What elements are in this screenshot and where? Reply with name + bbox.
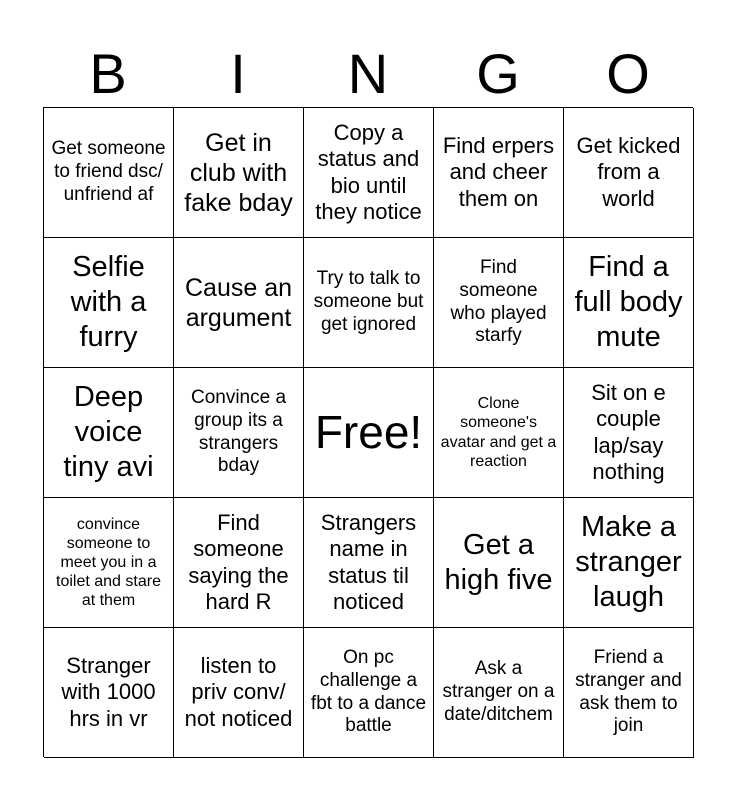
bingo-cell-r1c5[interactable] [564, 108, 694, 238]
bingo-cell-r1c4[interactable] [434, 108, 564, 238]
bingo-cell-r4c3[interactable] [304, 498, 434, 628]
bingo-cell-r2c1[interactable] [44, 238, 174, 368]
header-letter-o: O [606, 42, 650, 105]
bingo-cell-r5c5[interactable] [564, 628, 694, 758]
bingo-cell-r3c2[interactable] [174, 368, 304, 498]
cell-label: Strangers name in status til noticed [320, 509, 417, 614]
bingo-cell-r1c1[interactable] [44, 108, 174, 238]
bingo-cell-r5c4[interactable] [434, 628, 564, 758]
cell-label: Cause an argument [184, 273, 293, 332]
bingo-cell-r5c3[interactable] [304, 628, 434, 758]
cell-label: Find a full body mute [574, 251, 683, 353]
bingo-cell-r1c2[interactable] [174, 108, 304, 238]
bingo-cell-r2c2[interactable] [174, 238, 304, 368]
bingo-cell-r3c4[interactable] [434, 368, 564, 498]
cell-label: convince someone to meet you in a toilet and stare at them [56, 515, 161, 610]
cell-label: Try to talk to someone but get ignored [313, 268, 424, 335]
header-letter-b: B [89, 42, 127, 105]
cell-label: Find someone saying the hard R [188, 509, 289, 614]
bingo-cell-r5c1[interactable] [44, 628, 174, 758]
bingo-cell-r3c1[interactable] [44, 368, 174, 498]
bingo-cell-r3c5[interactable] [564, 368, 694, 498]
header-letter-n: N [347, 42, 389, 105]
bingo-cell-r2c4[interactable] [434, 238, 564, 368]
bingo-cell-r1c3[interactable] [304, 108, 434, 238]
header-letter-g: G [476, 42, 520, 105]
cell-label: Get kicked from a world [576, 132, 681, 211]
bingo-cell-r5c2[interactable] [174, 628, 304, 758]
cell-label: Make a stranger laugh [575, 511, 682, 613]
bingo-board [43, 107, 693, 757]
cell-label: Deep voice tiny avi [63, 381, 154, 483]
cell-label: Sit on e couple lap/say nothing [591, 379, 666, 484]
bingo-cell-r4c1[interactable] [44, 498, 174, 628]
cell-label: listen to priv conv/ not noticed [184, 652, 293, 731]
cell-label: Get someone to friend dsc/ unfriend af [51, 138, 166, 205]
free-space-label: Free! [314, 405, 423, 458]
bingo-cell-r2c3[interactable] [304, 238, 434, 368]
bingo-header [43, 40, 693, 108]
cell-label: Find someone who played starfy [450, 256, 547, 347]
cell-label: Get a high five [444, 528, 553, 596]
cell-label: Stranger with 1000 hrs in vr [61, 652, 156, 731]
cell-label: Find erpers and cheer them on [442, 132, 555, 211]
cell-label: Selfie with a furry [70, 251, 147, 353]
cell-label: On pc challenge a fbt to a dance battle [310, 646, 427, 737]
bingo-cell-r4c2[interactable] [174, 498, 304, 628]
bingo-cell-r4c5[interactable] [564, 498, 694, 628]
bingo-cell-r2c5[interactable] [564, 238, 694, 368]
cell-label: Ask a stranger on a date/ditchem [442, 658, 555, 725]
cell-label: Friend a stranger and ask them to join [575, 646, 682, 737]
cell-label: Copy a status and bio until they notice [315, 119, 422, 224]
cell-label: Convince a group its a strangers bday [190, 386, 287, 477]
cell-label: Clone someone's avatar and get a reaction [440, 395, 557, 470]
bingo-cell-free[interactable] [304, 368, 434, 498]
header-letter-i: I [230, 42, 246, 105]
cell-label: Get in club with fake bday [184, 128, 293, 217]
bingo-cell-r4c4[interactable] [434, 498, 564, 628]
